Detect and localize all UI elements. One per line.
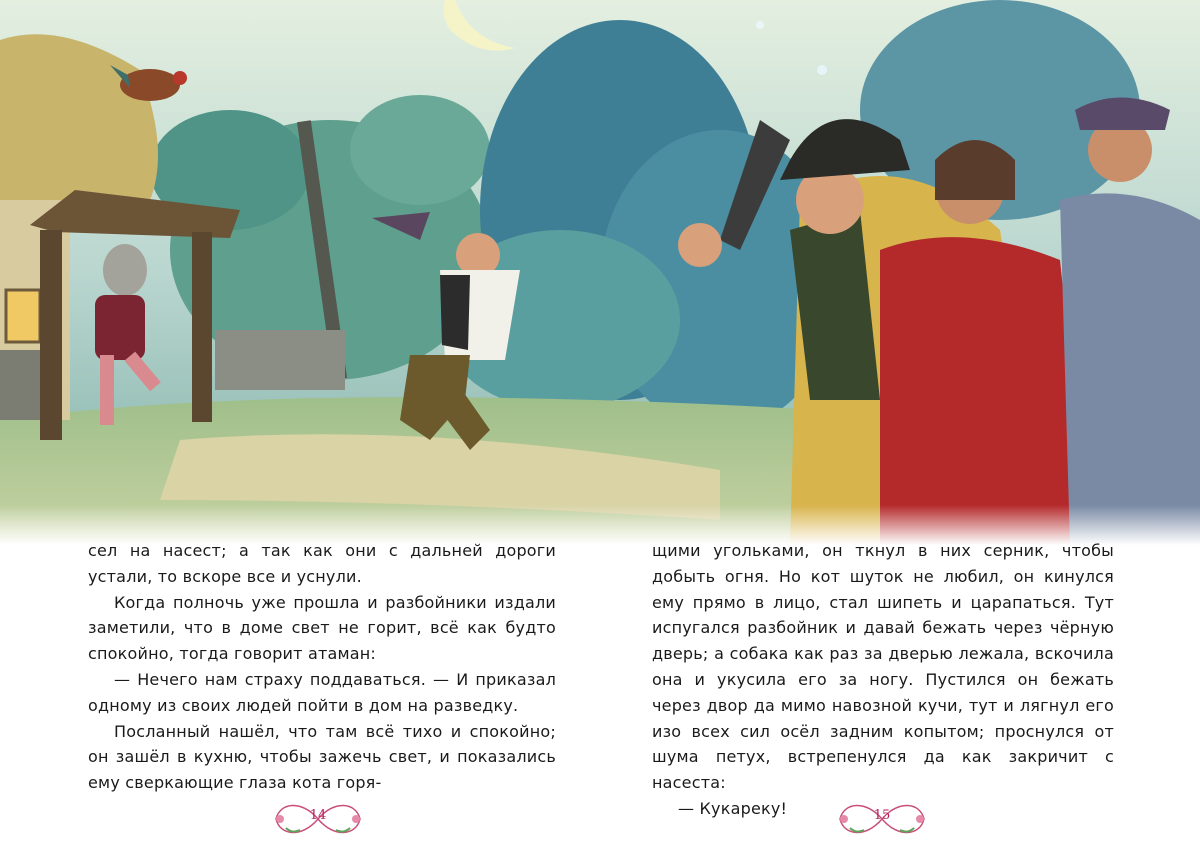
left-paragraph-4: Посланный нашёл, что там всё тихо и спокойно; он зашёл в кухню, чтобы зажечь свет, и показались ему сверкающие глаза кота горя- [88, 721, 556, 793]
left-page-text [88, 538, 556, 796]
right-page-number: 15 [873, 808, 891, 823]
left-paragraph-1: сел на насест; а так как они с дальней дороги устали, то вскоре все и уснули. [88, 541, 556, 586]
left-paragraph-2: Когда полночь уже прошла и разбойники издали заметили, что в доме свет не горит, всё как будто спокойно, тогда говорит атаман: [88, 592, 556, 664]
right-page-text [652, 538, 1114, 822]
left-page-number: 14 [309, 808, 327, 823]
right-paragraph-2: — Кукареку! [678, 798, 788, 818]
left-paragraph-3: — Нечего нам страху поддаваться. — И приказал одному из своих людей пойти в дом на разведку. [88, 669, 556, 715]
right-paragraph-1: щими угольками, он ткнул в них серник, чтобы добыть огня. Но кот шуток не любил, он кинулся ему прямо в лицо, стал шипеть и царапаться. Тут испугался разбойник и давай бежать через чёрную дверь; а собака как раз за дверью лежала, вскочила она и укусила его за ногу. Пустился он бежать через двор да мимо навозной кучи, тут и лягнул его изо всех сил осёл задним копытом; проснулся от шума петух, встрепенулся да как закричит с насеста: [652, 541, 1114, 793]
left-page-number-badge [272, 798, 364, 840]
right-page-number-badge [836, 798, 928, 840]
